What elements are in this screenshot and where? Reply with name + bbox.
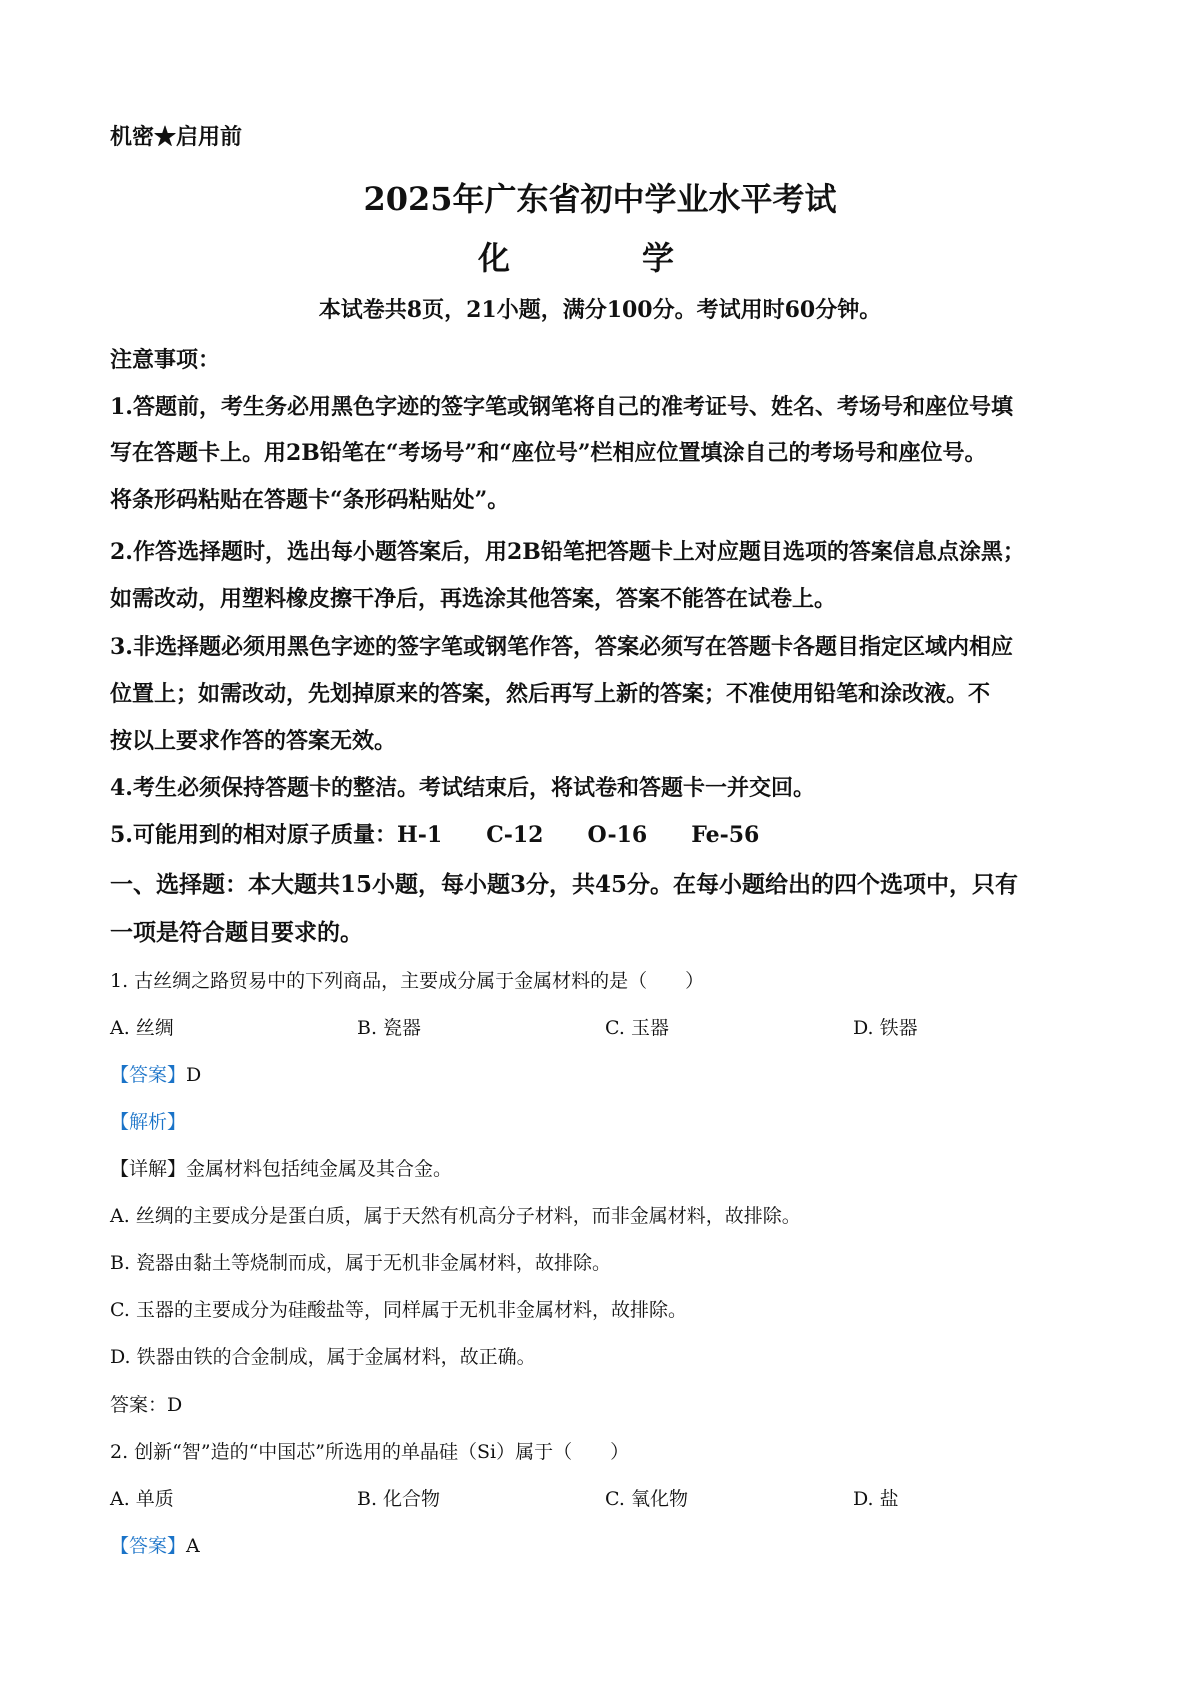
- notice-line: 将条形码粘贴在答题卡“条形码粘贴处”。: [110, 487, 510, 513]
- answer-tag: 【答案】: [110, 1535, 187, 1557]
- answer-value: A: [186, 1535, 200, 1557]
- atomic-mass-o: O-16: [587, 822, 648, 848]
- q2-option-c: C. 氧化物: [605, 1488, 688, 1510]
- notice-heading: 注意事项：: [110, 347, 221, 373]
- section-heading: 一、选择题：本大题共15小题，每小题3分，共45分。在每小题给出的四个选项中，只有: [110, 871, 1019, 898]
- q1-option-b: B. 瓷器: [357, 1017, 422, 1039]
- exam-title: 2025年广东省初中学业水平考试: [363, 180, 837, 218]
- notice-line: 1.答题前，考生务必用黑色字迹的签字笔或钢笔将自己的准考证号、姓名、考场号和座位号填: [110, 394, 1013, 420]
- q2-option-d: D. 盐: [853, 1488, 899, 1510]
- q1-explanation-b: B. 瓷器由黏土等烧制而成，属于无机非金属材料，故排除。: [110, 1252, 612, 1274]
- q1-option-c: C. 玉器: [605, 1017, 669, 1039]
- q2-answer: [110, 1531, 200, 1558]
- q2-option-b: B. 化合物: [357, 1488, 441, 1510]
- exam-info: 本试卷共8页，21小题，满分100分。考试用时60分钟。: [318, 297, 882, 323]
- atomic-mass-c: C-12: [486, 822, 544, 848]
- q1-explanation-d: D. 铁器由铁的合金制成，属于金属材料，故正确。: [110, 1346, 536, 1368]
- q1-detail: 【详解】金属材料包括纯金属及其合金。: [110, 1158, 453, 1180]
- notice-line: 2.作答选择题时，选出每小题答案后，用2B铅笔把答题卡上对应题目选项的答案信息点涂黑；: [110, 539, 1025, 565]
- q1-final-answer: 答案：D: [110, 1394, 183, 1416]
- q1-explanation-a: A. 丝绸的主要成分是蛋白质，属于天然有机高分子材料，而非金属材料，故排除。: [110, 1205, 801, 1227]
- q1-option-d: D. 铁器: [853, 1017, 918, 1039]
- atomic-mass-label: 5.可能用到的相对原子质量：: [110, 822, 397, 848]
- atomic-mass-fe: Fe-56: [691, 822, 760, 848]
- section-heading-cont: 一项是符合题目要求的。: [110, 919, 363, 946]
- subject-char-1: 化: [478, 239, 511, 277]
- subject-char-2: 学: [642, 239, 675, 277]
- atomic-mass-h: H-1: [396, 822, 443, 848]
- q1-analysis-tag: 【解析】: [110, 1111, 187, 1133]
- notice-line: 位置上；如需改动，先划掉原来的答案，然后再写上新的答案；不准使用铅笔和涂改液。不: [110, 681, 991, 707]
- notice-line: 4.考生必须保持答题卡的整洁。考试结束后，将试卷和答题卡一并交回。: [110, 775, 815, 801]
- q2-option-a: A. 单质: [110, 1488, 174, 1510]
- question-2-stem: 2. 创新“智”造的“中国芯”所选用的单晶硅（Si）属于（ ）: [110, 1441, 630, 1463]
- q1-option-a: A. 丝绸: [110, 1017, 174, 1039]
- notice-line: 如需改动，用塑料橡皮擦干净后，再选涂其他答案，答案不能答在试卷上。: [110, 586, 837, 612]
- question-1-stem: 1. 古丝绸之路贸易中的下列商品，主要成分属于金属材料的是（ ）: [110, 970, 705, 992]
- notice-line: 3.非选择题必须用黑色字迹的签字笔或钢笔作答，答案必须写在答题卡各题目指定区域内相应: [110, 634, 1013, 660]
- q1-explanation-c: C. 玉器的主要成分为硅酸盐等，同样属于无机非金属材料，故排除。: [110, 1299, 687, 1321]
- answer-tag: 【答案】: [110, 1064, 187, 1086]
- notice-line: 按以上要求作答的答案无效。: [110, 728, 397, 754]
- q1-answer: [110, 1060, 201, 1087]
- confidential-mark: 机密★启用前: [110, 124, 243, 150]
- answer-value: D: [186, 1064, 202, 1086]
- notice-item-5: [110, 818, 803, 849]
- notice-line: 写在答题卡上。用2B铅笔在“考场号”和“座位号”栏相应位置填涂自己的考场号和座位号。: [110, 440, 987, 466]
